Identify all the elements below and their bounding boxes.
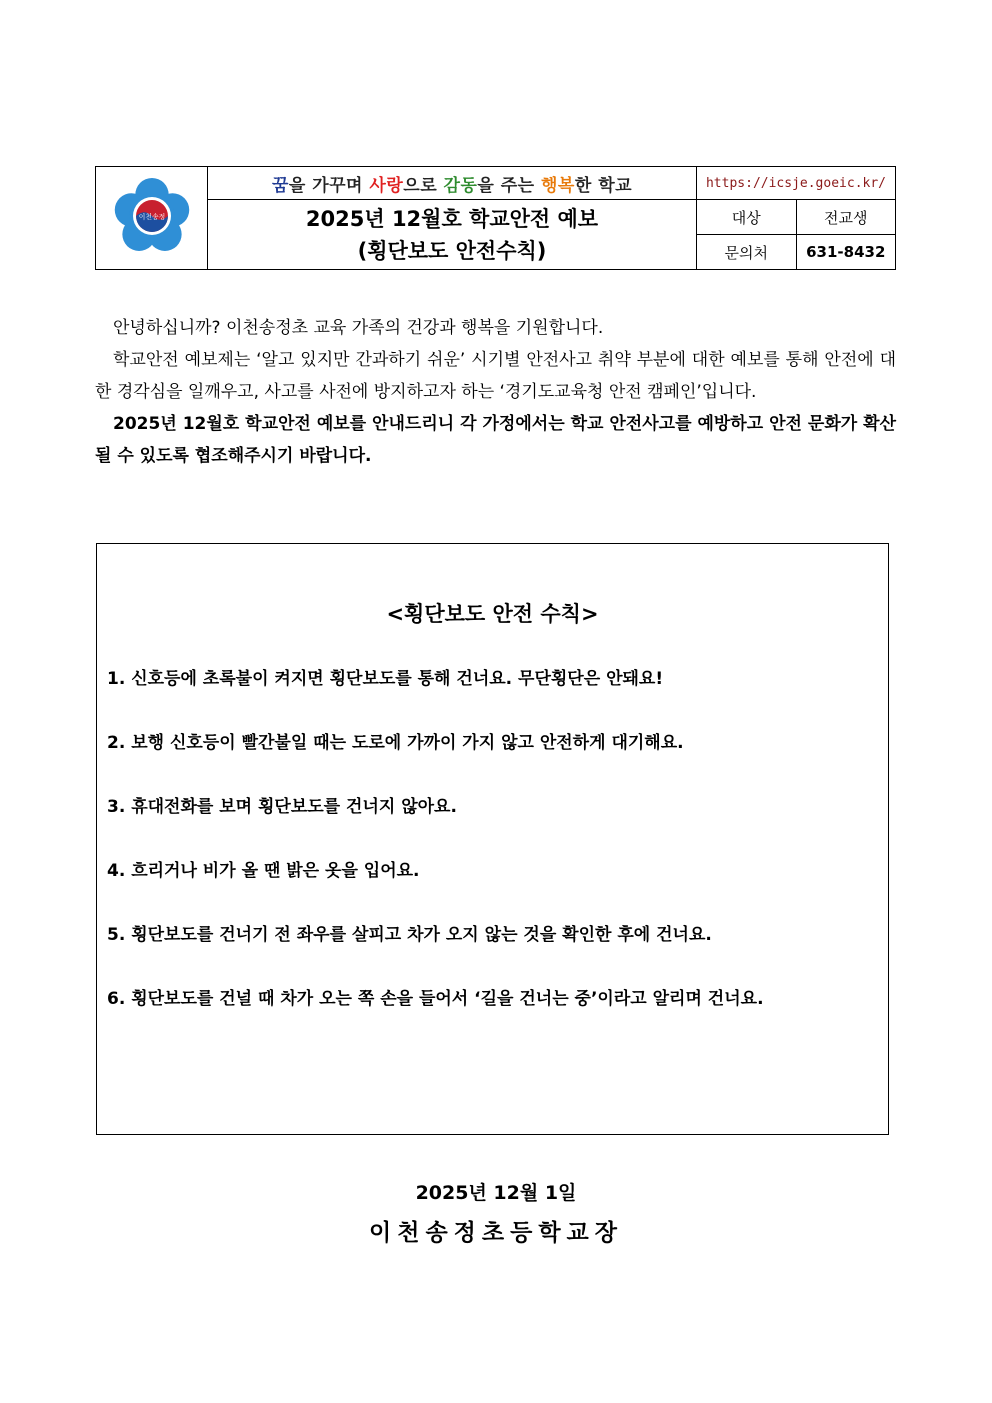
contact-label: 문의처 [697, 235, 797, 270]
safety-rules-box [96, 543, 889, 1135]
intro-paragraph: 학교안전 예보제는 ‘알고 있지만 간과하기 쉬운’ 시기별 안전사고 취약 부분에 대한 예보를 통해 안전에 대한 경각심을 일깨우고, 사고를 사전에 방지하고자 하는 ‘경기도교육청 안전 캠페인’입니다. [95, 350, 896, 402]
rule-item: 1. 신호등에 초록불이 켜지면 횡단보도를 통해 건너요. 무단횡단은 안돼요! [107, 669, 664, 689]
school-slogan [208, 167, 697, 200]
rule-item: 5. 횡단보도를 건너기 전 좌우를 살피고 차가 오지 않는 것을 확인한 후에 건너요. [107, 925, 712, 945]
contact-value: 631-8432 [796, 235, 896, 270]
document-title [208, 200, 697, 270]
title-line-1: 2025년 12월호 학교안전 예보 [305, 206, 599, 231]
slogan-part: 사랑 [369, 175, 404, 196]
intro-text [95, 312, 896, 472]
target-label: 대상 [697, 200, 797, 235]
rule-item: 3. 휴대전화를 보며 횡단보도를 건너지 않아요. [107, 797, 457, 817]
rule-item: 4. 흐리거나 비가 올 땐 밝은 옷을 입어요. [107, 861, 420, 881]
issue-date: 2025년 12월 1일 [415, 1182, 577, 1204]
rule-item: 2. 보행 신호등이 빨간불일 때는 도로에 가까이 가지 않고 안전하게 대기해요. [107, 733, 684, 753]
slogan-part: 꿈 [271, 175, 289, 196]
slogan-part: 을 주는 [477, 175, 541, 196]
intro-paragraph: 2025년 12월호 학교안전 예보를 안내드리니 각 가정에서는 학교 안전사고를 예방하고 안전 문화가 확산될 수 있도록 협조해주시기 바랍니다. [95, 414, 896, 466]
emblem-label: 이천송정 [138, 213, 165, 222]
slogan-part: 을 가꾸며 [288, 175, 370, 196]
school-url-link[interactable]: https://icsje.goeic.kr/ [697, 167, 896, 200]
slogan-part: 한 학교 [574, 175, 633, 196]
title-line-2: (횡단보도 안전수칙) [357, 238, 547, 263]
rules-list [107, 662, 764, 1046]
signer: 이천송정초등학교장 [369, 1220, 623, 1246]
slogan-part: 감동 [443, 175, 478, 196]
slogan-part: 행복 [541, 175, 575, 196]
school-emblem-icon [114, 178, 190, 254]
rules-title: <횡단보도 안전 수칙> [386, 602, 599, 626]
rule-item: 6. 횡단보도를 건널 때 차가 오는 쪽 손을 들어서 ‘길을 건너는 중’이라고 알리며 건너요. [107, 989, 764, 1009]
logo-cell [96, 167, 208, 270]
target-value: 전교생 [796, 200, 896, 235]
slogan-part: 으로 [403, 175, 444, 196]
header-table [95, 166, 896, 270]
intro-paragraph: 안녕하십니까? 이천송정초 교육 가족의 건강과 행복을 기원합니다. [113, 318, 604, 338]
